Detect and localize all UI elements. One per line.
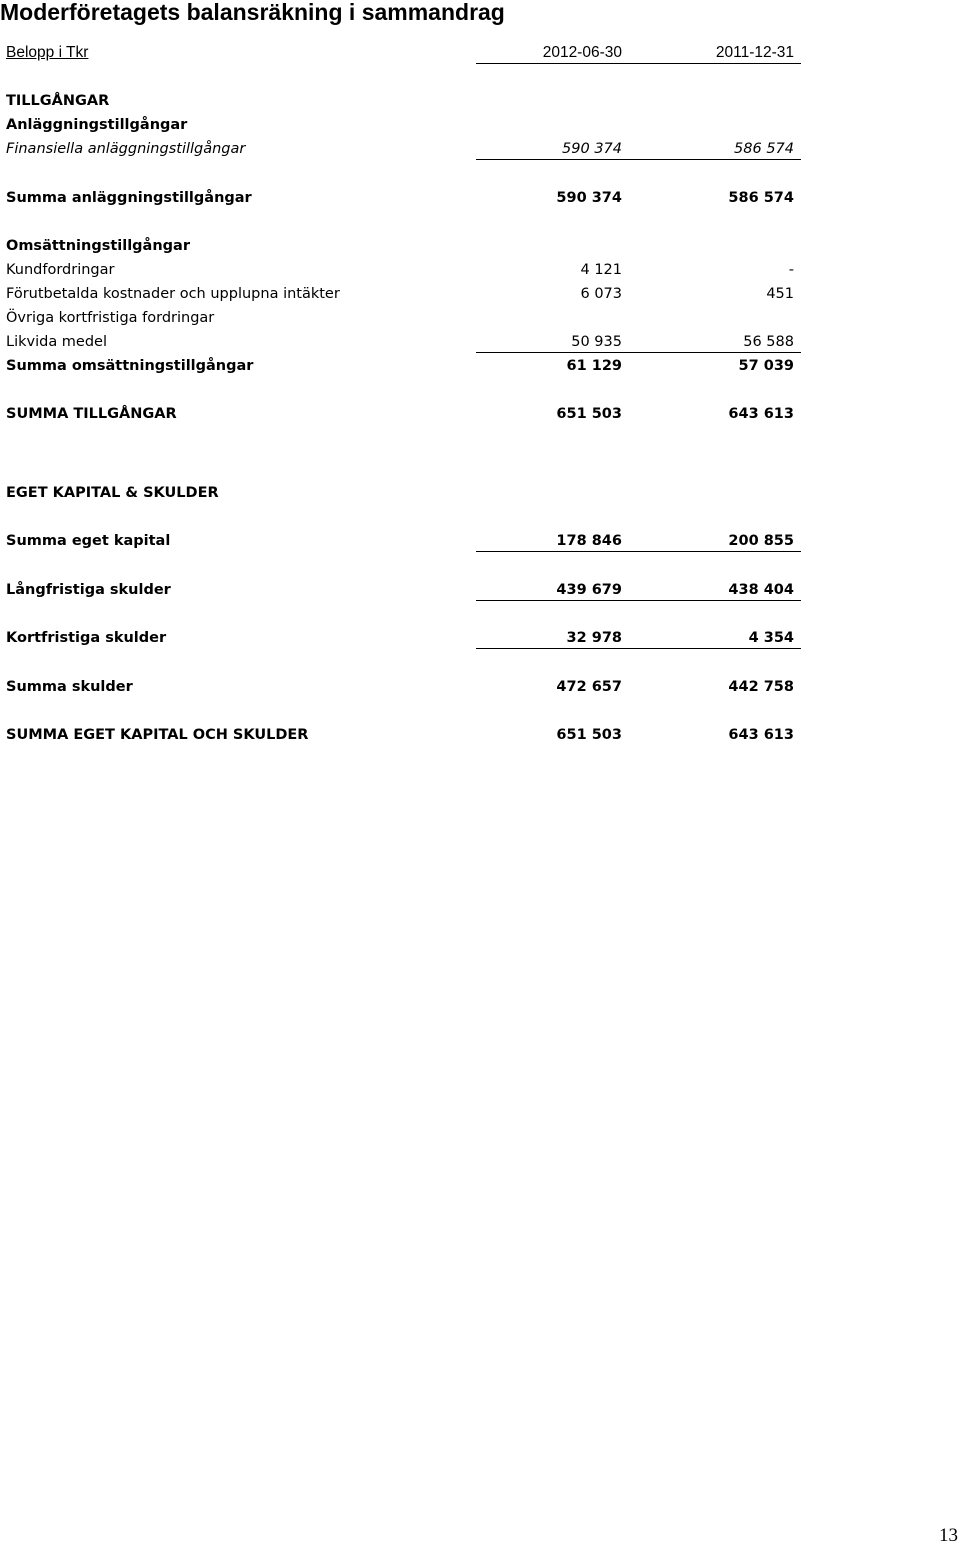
row-prepaid-expenses: Förutbetalda kostnader och upplupna intäkter 6 073 451 [6, 286, 794, 302]
value-2011: 57 039 [738, 358, 794, 374]
section-heading-equity-liabilities: EGET KAPITAL & SKULDER [6, 485, 219, 501]
row-total-equity-and-liabilities: SUMMA EGET KAPITAL OCH SKULDER 651 503 643 613 [6, 727, 794, 743]
value-2011: 200 855 [728, 533, 794, 549]
subtotal-rule [476, 159, 801, 160]
value-2011: 56 588 [743, 334, 794, 350]
subsection-heading-fixed-assets: Anläggningstillgångar [6, 117, 188, 133]
row-total-assets: SUMMA TILLGÅNGAR 651 503 643 613 [6, 406, 794, 422]
row-receivables: Kundfordringar 4 121 - [6, 262, 794, 278]
row-short-term-liabilities: Kortfristiga skulder 32 978 4 354 [0, 628, 960, 648]
value-2011: 438 404 [728, 582, 794, 598]
value-2012: 6 073 [580, 286, 622, 302]
page-title: Moderföretagets balansräkning i sammandrag [0, 0, 505, 25]
value-2012: 651 503 [556, 727, 622, 743]
section-heading-assets: TILLGÅNGAR [6, 93, 110, 109]
value-2011: 442 758 [728, 679, 794, 695]
value-2012: 590 374 [556, 190, 622, 206]
row-long-term-liabilities: Långfristiga skulder 439 679 438 404 [0, 580, 960, 600]
value-2011: 643 613 [728, 727, 794, 743]
value-2012: 32 978 [566, 630, 622, 646]
row-financial-fixed-assets: Finansiella anläggningstillgångar 590 374 586 574 [0, 139, 960, 159]
value-2011: 643 613 [728, 406, 794, 422]
value-2011: 4 354 [748, 630, 794, 646]
header-underline [476, 63, 801, 64]
subtotal-rule [476, 352, 801, 353]
value-2012: 651 503 [556, 406, 622, 422]
page-number: 13 [939, 1525, 958, 1546]
value-2012: 50 935 [571, 334, 622, 350]
row-total-fixed-assets: Summa anläggningstillgångar 590 374 586 574 [6, 190, 794, 206]
row-total-current-assets: Summa omsättningstillgångar 61 129 57 039 [6, 358, 794, 374]
unit-label: Belopp i Tkr [6, 44, 89, 61]
value-2012: 439 679 [556, 582, 622, 598]
column-header-2011: 2011-12-31 [715, 44, 794, 61]
subtotal-rule [476, 551, 801, 552]
value-2011: 586 574 [734, 141, 794, 157]
value-2012: 472 657 [556, 679, 622, 695]
subtotal-rule [476, 648, 801, 649]
subtotal-rule [476, 600, 801, 601]
column-header-2012: 2012-06-30 [542, 44, 622, 61]
value-2011: 451 [766, 286, 794, 302]
value-2011: - [788, 262, 794, 278]
value-2011: 586 574 [728, 190, 794, 206]
row-other-receivables: Övriga kortfristiga fordringar [6, 310, 215, 326]
column-header-row [0, 43, 960, 63]
subsection-heading-current-assets: Omsättningstillgångar [6, 238, 190, 254]
row-cash: Likvida medel 50 935 56 588 [0, 332, 960, 352]
row-total-liabilities: Summa skulder 472 657 442 758 [6, 679, 794, 695]
value-2012: 178 846 [556, 533, 622, 549]
row-total-equity: Summa eget kapital 178 846 200 855 [0, 531, 960, 551]
value-2012: 4 121 [580, 262, 622, 278]
value-2012: 61 129 [566, 358, 622, 374]
value-2012: 590 374 [562, 141, 622, 157]
